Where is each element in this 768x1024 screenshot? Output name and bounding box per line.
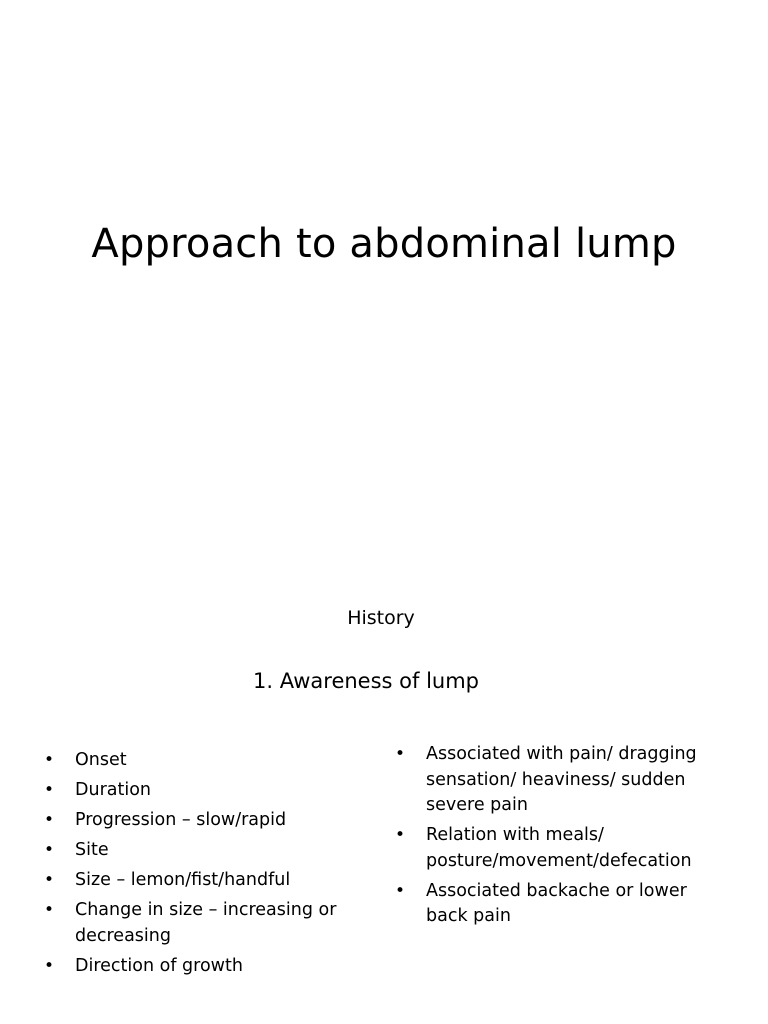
list-item-text: Direction of growth: [75, 955, 243, 976]
list-item: [44, 898, 354, 949]
list-item: [395, 823, 725, 874]
slide-title: Approach to abdominal lump: [91, 221, 677, 267]
list-item: [395, 879, 725, 930]
bullet-icon: •: [44, 810, 55, 830]
bullet-icon: •: [44, 780, 55, 800]
section-heading: History: [347, 607, 415, 629]
bullet-icon: •: [44, 900, 55, 920]
right-bullet-list: [395, 742, 725, 934]
list-item: [44, 868, 354, 894]
list-item-text: Onset: [75, 750, 127, 770]
list-item-text: Progression – slow/rapid: [75, 810, 287, 830]
list-item-text: Associated backache or lower back pain: [426, 880, 687, 926]
list-item: [44, 808, 354, 834]
list-item: [44, 778, 354, 804]
list-item-text: Size – lemon/fist/handful: [75, 870, 291, 890]
list-item-text: Associated with pain/ dragging sensation/ heaviness/ sudden severe pain: [426, 744, 697, 815]
sub-heading: 1. Awareness of lump: [253, 669, 479, 693]
list-item-text: Site: [75, 840, 109, 860]
list-item: [44, 838, 354, 864]
list-item-text: Relation with meals/ posture/movement/defecation: [426, 825, 692, 871]
bullet-icon: •: [395, 744, 406, 764]
list-item: [44, 748, 354, 774]
list-item: [395, 742, 725, 819]
bullet-icon: •: [395, 825, 406, 845]
left-bullet-list: [44, 748, 354, 984]
bullet-icon: •: [44, 955, 55, 976]
list-item-text: Duration: [75, 780, 152, 800]
bullet-icon: •: [44, 870, 55, 890]
bullet-icon: •: [44, 750, 55, 770]
bullet-icon: •: [395, 880, 406, 901]
bullet-icon: •: [44, 840, 55, 860]
list-item: [44, 954, 354, 980]
list-item-text: Change in size – increasing or decreasing: [75, 900, 337, 946]
